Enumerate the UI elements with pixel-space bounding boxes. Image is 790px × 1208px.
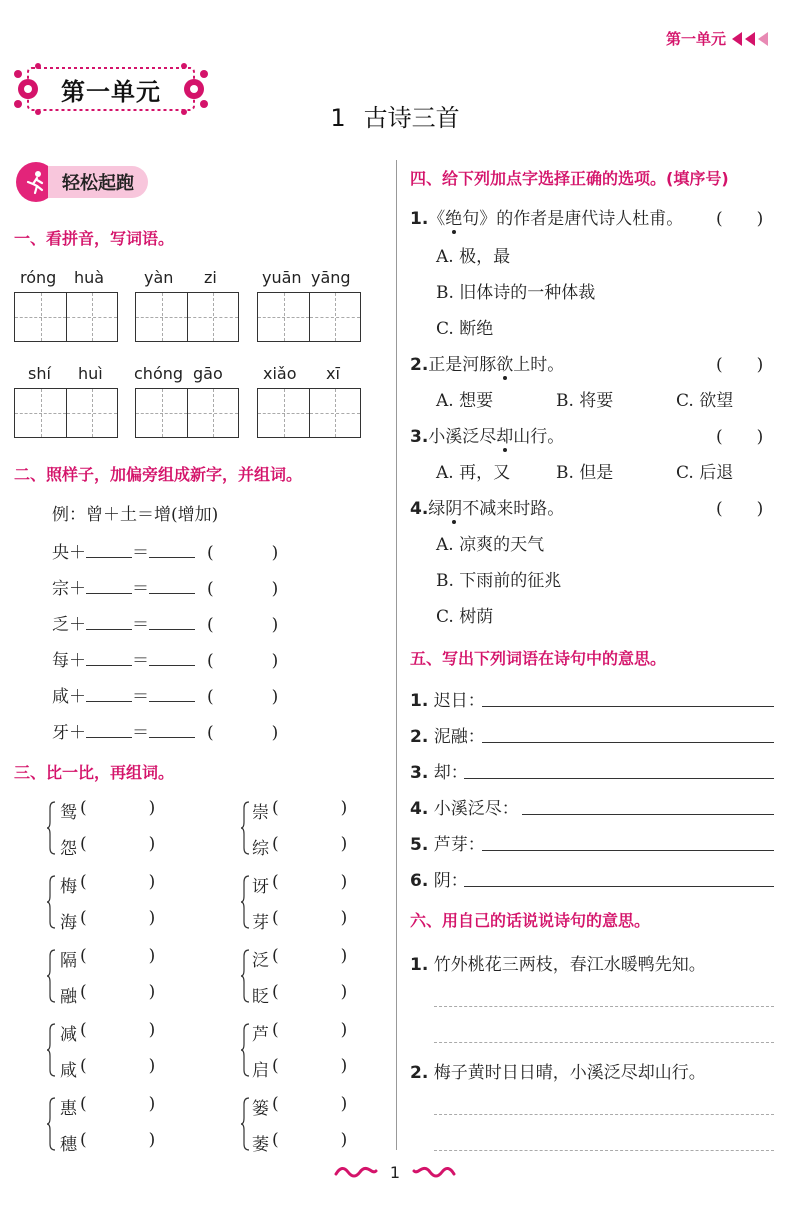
pinyin: yàn xyxy=(144,268,174,287)
answer-paren[interactable]: ( ) xyxy=(272,872,348,892)
answer-paren[interactable]: ( ) xyxy=(272,1130,348,1150)
pinyin: xī xyxy=(326,364,340,383)
pinyin: gāo xyxy=(193,364,223,383)
section-1-title: 一、看拼音，写词语。 xyxy=(14,229,175,248)
section-3-title: 三、比一比，再组词。 xyxy=(14,763,175,782)
question-number: 1. xyxy=(410,209,429,229)
answer-paren[interactable]: ( ) xyxy=(80,982,156,1002)
option: B. 下雨前的征兆 xyxy=(436,571,562,591)
option: A. 再，又 xyxy=(436,463,511,483)
lesson-title-text: 古诗三首 xyxy=(363,104,460,132)
compare-char: 减 xyxy=(60,1025,77,1045)
answer-paren[interactable]: ( ) xyxy=(272,834,348,854)
base-char: 咸 xyxy=(52,687,69,707)
radical-blank[interactable] xyxy=(86,542,132,558)
answer-paren[interactable]: ( ) xyxy=(716,209,764,229)
answer-paren[interactable]: ( ) xyxy=(80,1020,156,1040)
answer-paren[interactable]: ( ) xyxy=(80,798,156,818)
radical-blank[interactable] xyxy=(86,614,132,630)
item-term: 却： xyxy=(433,763,468,783)
writing-grid[interactable] xyxy=(14,292,118,342)
question xyxy=(410,204,683,229)
pinyin: zi xyxy=(204,268,217,287)
answer-line[interactable] xyxy=(482,850,774,851)
plus-sign: ＋ xyxy=(69,723,86,743)
question xyxy=(410,350,564,375)
open-paren: ( xyxy=(207,687,214,707)
close-paren: ) xyxy=(271,723,279,743)
question-number: 2. xyxy=(410,355,429,375)
item-term: 阴： xyxy=(433,871,468,891)
question-text-pre: 《 xyxy=(428,209,446,229)
brace-icon xyxy=(46,800,56,856)
open-paren: ( xyxy=(207,579,214,599)
close-paren: ) xyxy=(271,543,279,563)
compare-char: 穗 xyxy=(60,1135,77,1155)
answer-paren[interactable]: ( ) xyxy=(716,355,764,375)
question-text-pre: 小溪泛尽 xyxy=(428,427,497,447)
compare-char: 海 xyxy=(60,913,77,933)
lesson-title xyxy=(0,98,790,133)
answer-line[interactable] xyxy=(434,1114,774,1115)
answer-paren[interactable]: ( ) xyxy=(80,872,156,892)
section-2-title: 二、照样子，加偏旁组成新字，并组词。 xyxy=(14,465,303,484)
compare-char: 讶 xyxy=(252,877,269,897)
dotted-char: 绝 xyxy=(445,204,462,229)
triangle-arrows-icon xyxy=(732,32,768,46)
section-badge xyxy=(16,162,148,202)
unit-title: 第一单元 xyxy=(61,77,161,106)
new-char-blank[interactable] xyxy=(149,578,195,594)
compare-char: 鸳 xyxy=(60,803,77,823)
question-text-post: 山行。 xyxy=(513,427,565,447)
radical-row xyxy=(52,574,278,599)
item-term: 小溪泛尽： xyxy=(433,799,519,819)
compare-char: 启 xyxy=(252,1061,269,1081)
option: A. 凉爽的天气 xyxy=(436,535,545,555)
plus-sign: ＋ xyxy=(69,543,86,563)
equals-sign: ＝ xyxy=(132,615,149,635)
writing-grid[interactable] xyxy=(257,292,361,342)
poem-line: 竹外桃花三两枝，春江水暖鸭先知。 xyxy=(433,955,706,975)
item-number: 2. xyxy=(410,1063,429,1083)
item-number: 1. xyxy=(410,691,429,711)
equals-sign: ＝ xyxy=(132,651,149,671)
writing-grid[interactable] xyxy=(135,388,239,438)
compare-char: 隔 xyxy=(60,951,77,971)
new-char-blank[interactable] xyxy=(149,542,195,558)
radical-blank[interactable] xyxy=(86,578,132,594)
answer-line[interactable] xyxy=(464,886,774,887)
answer-line[interactable] xyxy=(434,1150,774,1151)
answer-line[interactable] xyxy=(434,1006,774,1007)
writing-grid[interactable] xyxy=(135,292,239,342)
option: B. 将要 xyxy=(556,391,614,411)
definition-item xyxy=(410,722,485,747)
section-4-title: 四、给下列加点字选择正确的选项。(填序号) xyxy=(410,169,729,188)
plus-sign: ＋ xyxy=(69,687,86,707)
base-char: 牙 xyxy=(52,723,69,743)
answer-paren[interactable]: ( ) xyxy=(272,1056,348,1076)
item-number: 2. xyxy=(410,727,429,747)
question-number: 3. xyxy=(410,427,429,447)
answer-line[interactable] xyxy=(482,742,774,743)
answer-paren[interactable]: ( ) xyxy=(272,1020,348,1040)
answer-paren[interactable]: ( ) xyxy=(716,427,764,447)
item-term: 泥融： xyxy=(433,727,485,747)
answer-line[interactable] xyxy=(522,814,774,815)
compare-char: 芦 xyxy=(252,1025,269,1045)
swirl-right-icon xyxy=(412,1162,456,1182)
pinyin: xiǎo xyxy=(263,364,297,383)
compare-char: 崇 xyxy=(252,803,269,823)
brace-icon xyxy=(46,874,56,930)
question-text-pre: 正是河豚 xyxy=(428,355,497,375)
pinyin: yuān xyxy=(262,268,302,287)
answer-line[interactable] xyxy=(434,1042,774,1043)
option: C. 树荫 xyxy=(436,607,494,627)
base-char: 宗 xyxy=(52,579,69,599)
dotted-char: 却 xyxy=(496,422,513,447)
compare-char: 篓 xyxy=(252,1099,269,1119)
item-number: 1. xyxy=(410,955,429,975)
option: C. 断绝 xyxy=(436,319,494,339)
equals-sign: ＝ xyxy=(132,579,149,599)
answer-paren[interactable]: ( ) xyxy=(80,946,156,966)
pinyin: chóng xyxy=(134,364,184,383)
question xyxy=(410,422,564,447)
running-header xyxy=(666,28,768,49)
answer-paren[interactable]: ( ) xyxy=(80,1056,156,1076)
example-line: 例：曾＋土＝增(增加) xyxy=(52,505,219,525)
radical-row xyxy=(52,610,278,635)
radical-row xyxy=(52,718,278,743)
answer-paren[interactable]: ( ) xyxy=(80,834,156,854)
close-paren: ) xyxy=(271,687,279,707)
option: C. 后退 xyxy=(676,463,734,483)
equals-sign: ＝ xyxy=(132,723,149,743)
answer-paren[interactable]: ( ) xyxy=(80,1094,156,1114)
item-term: 迟日： xyxy=(433,691,485,711)
pinyin: huì xyxy=(78,364,103,383)
brace-icon xyxy=(46,948,56,1004)
open-paren: ( xyxy=(207,651,214,671)
base-char: 乏 xyxy=(52,615,69,635)
new-char-blank[interactable] xyxy=(149,650,195,666)
radical-blank[interactable] xyxy=(86,650,132,666)
plus-sign: ＋ xyxy=(69,615,86,635)
open-paren: ( xyxy=(207,723,214,743)
option: B. 旧体诗的一种体裁 xyxy=(436,283,596,303)
answer-line[interactable] xyxy=(464,778,774,779)
writing-grid[interactable] xyxy=(14,388,118,438)
compare-char: 综 xyxy=(252,839,269,859)
question-number: 4. xyxy=(410,499,429,519)
close-paren: ) xyxy=(271,615,279,635)
definition-item xyxy=(410,686,485,711)
brace-icon xyxy=(240,1022,250,1078)
close-paren: ) xyxy=(271,579,279,599)
compare-char: 融 xyxy=(60,987,77,1007)
pinyin: róng xyxy=(20,268,57,287)
poem-line: 梅子黄时日日晴，小溪泛尽却山行。 xyxy=(433,1063,706,1083)
pinyin: huà xyxy=(74,268,105,287)
plus-sign: ＋ xyxy=(69,579,86,599)
option: C. 欲望 xyxy=(676,391,734,411)
lesson-number: 1 xyxy=(330,104,346,132)
option: A. 想要 xyxy=(436,391,494,411)
swirl-left-icon xyxy=(334,1162,378,1182)
item-number: 4. xyxy=(410,799,429,819)
answer-line[interactable] xyxy=(482,706,774,707)
compare-char: 芽 xyxy=(252,913,269,933)
compare-char: 眨 xyxy=(252,987,269,1007)
brace-icon xyxy=(240,800,250,856)
running-header-label: 第一单元 xyxy=(665,30,726,48)
definition-item xyxy=(410,866,468,891)
brace-icon xyxy=(46,1022,56,1078)
page-footer xyxy=(0,1162,790,1182)
section-6-title: 六、用自己的话说说诗句的意思。 xyxy=(410,911,651,930)
brace-icon xyxy=(240,948,250,1004)
page-number: 1 xyxy=(389,1162,401,1182)
radical-blank[interactable] xyxy=(86,722,132,738)
radical-row xyxy=(52,646,278,671)
brace-icon xyxy=(240,874,250,930)
base-char: 央 xyxy=(52,543,69,563)
section-5-title: 五、写出下列词语在诗句中的意思。 xyxy=(410,649,667,668)
poem-line-item xyxy=(410,1058,706,1083)
dotted-char: 欲 xyxy=(496,350,513,375)
question-text-post: 句》的作者是唐代诗人杜甫。 xyxy=(462,209,684,229)
question-text-post: 上时。 xyxy=(513,355,565,375)
brace-icon xyxy=(46,1096,56,1152)
item-number: 6. xyxy=(410,871,429,891)
open-paren: ( xyxy=(207,615,214,635)
option: A. 极，最 xyxy=(436,247,511,267)
pinyin: yāng xyxy=(311,268,351,287)
open-paren: ( xyxy=(207,543,214,563)
badge-label: 轻松起跑 xyxy=(48,166,148,198)
close-paren: ) xyxy=(271,651,279,671)
brace-icon xyxy=(240,1096,250,1152)
radical-blank[interactable] xyxy=(86,686,132,702)
writing-grid[interactable] xyxy=(257,388,361,438)
answer-paren[interactable]: ( ) xyxy=(272,908,348,928)
equals-sign: ＝ xyxy=(132,543,149,563)
radical-row xyxy=(52,538,278,563)
item-number: 5. xyxy=(410,835,429,855)
definition-item xyxy=(410,794,519,819)
question-text-pre: 绿 xyxy=(428,499,446,519)
plus-sign: ＋ xyxy=(69,651,86,671)
item-term: 芦芽： xyxy=(433,835,485,855)
answer-paren[interactable]: ( ) xyxy=(272,798,348,818)
new-char-blank[interactable] xyxy=(149,686,195,702)
compare-char: 泛 xyxy=(252,951,269,971)
answer-paren[interactable]: ( ) xyxy=(272,1094,348,1114)
radical-row xyxy=(52,682,278,707)
answer-paren[interactable]: ( ) xyxy=(272,946,348,966)
answer-paren[interactable]: ( ) xyxy=(272,982,348,1002)
definition-item xyxy=(410,758,468,783)
new-char-blank[interactable] xyxy=(149,614,195,630)
compare-char: 梅 xyxy=(60,877,77,897)
compare-char: 惠 xyxy=(60,1099,77,1119)
question-text-post: 不减来时路。 xyxy=(462,499,565,519)
base-char: 每 xyxy=(52,651,69,671)
column-divider xyxy=(396,160,397,1150)
item-number: 3. xyxy=(410,763,429,783)
answer-paren[interactable]: ( ) xyxy=(716,499,764,519)
dotted-char: 阴 xyxy=(445,494,462,519)
compare-char: 怨 xyxy=(60,839,77,859)
new-char-blank[interactable] xyxy=(149,722,195,738)
answer-paren[interactable]: ( ) xyxy=(80,908,156,928)
poem-line-item xyxy=(410,950,706,975)
compare-char: 咸 xyxy=(60,1061,77,1081)
definition-item xyxy=(410,830,485,855)
equals-sign: ＝ xyxy=(132,687,149,707)
answer-paren[interactable]: ( ) xyxy=(80,1130,156,1150)
option: B. 但是 xyxy=(556,463,614,483)
pinyin: shí xyxy=(28,364,51,383)
compare-char: 萎 xyxy=(252,1135,269,1155)
question xyxy=(410,494,564,519)
